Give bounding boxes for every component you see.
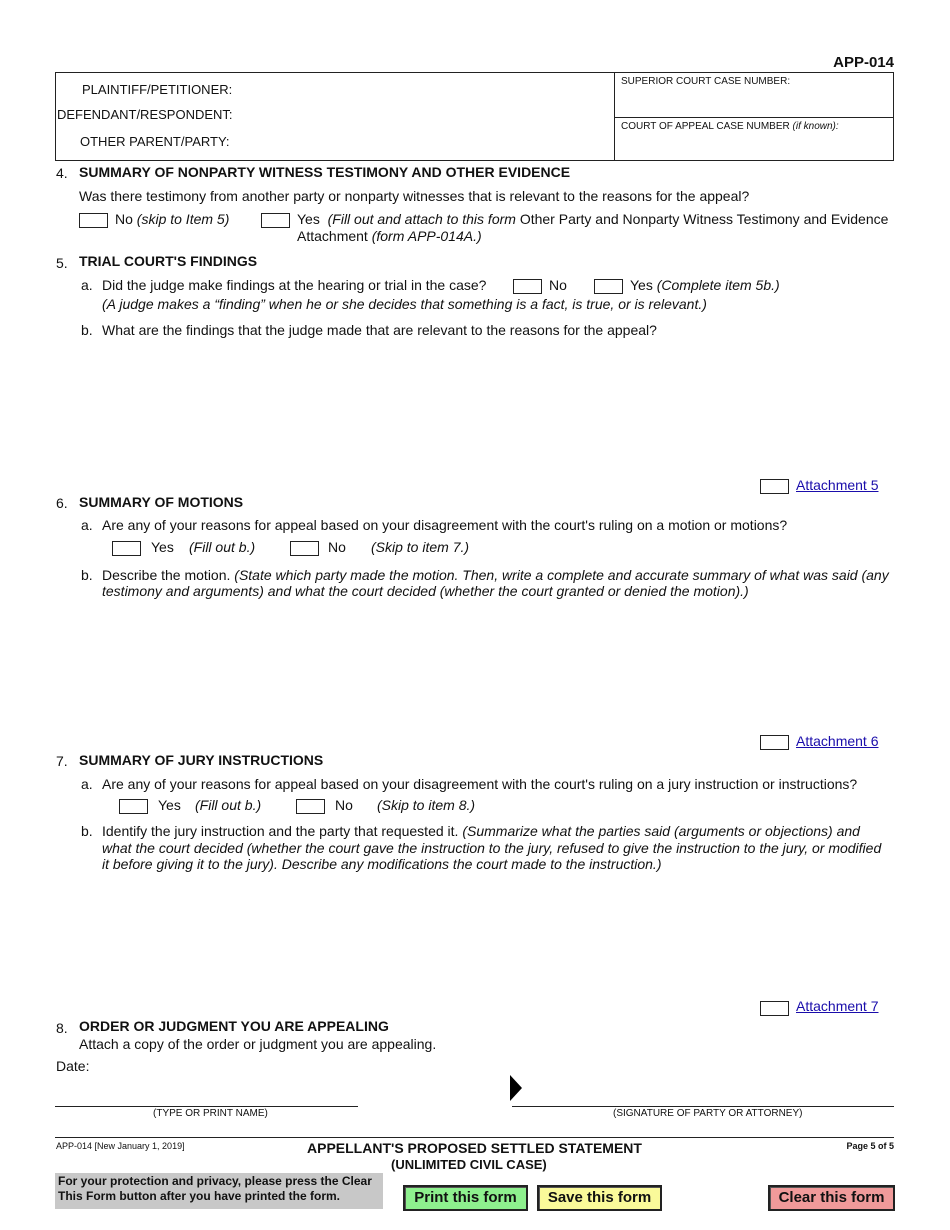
signature-field[interactable]: [512, 1084, 894, 1106]
item7a-no-note: (Skip to item 8.): [377, 797, 476, 813]
item7a-question: Are any of your reasons for appeal based on your disagreement with the court's ruling on a jury instruction or instructions?: [102, 776, 858, 792]
item4-yes-option: [297, 211, 888, 227]
item5b-answer-area[interactable]: [102, 342, 892, 472]
print-form-button[interactable]: Print this form: [403, 1185, 528, 1211]
item5a-letter: a.: [81, 277, 93, 293]
item4-yes-form-name: Other Party and Nonparty Witness Testimony and Evidence: [519, 211, 889, 227]
item4-yes-form-note: (form APP-014A.): [371, 228, 482, 244]
item7b-note2: what the court decided (whether the court gave the instruction to the jury, refused to give the instruction to the jury, or modified: [102, 840, 882, 856]
item6a-no-label: No: [328, 539, 346, 555]
item6a-yes-note: (Fill out b.): [189, 539, 256, 555]
item5a-yes-note: (Complete item 5b.): [656, 277, 780, 293]
item6-title: SUMMARY OF MOTIONS: [79, 494, 244, 510]
item5a-yes-checkbox[interactable]: [594, 279, 623, 294]
date-label: Date:: [56, 1058, 90, 1074]
item6b-letter: b.: [81, 567, 93, 583]
item7b-note1: (Summarize what the parties said (arguments or objections) and: [462, 823, 860, 839]
plaintiff-label: PLAINTIFF/PETITIONER:: [82, 82, 233, 97]
item6a-letter: a.: [81, 517, 93, 533]
item7-title: SUMMARY OF JURY INSTRUCTIONS: [79, 752, 324, 768]
signature-line: [512, 1106, 894, 1107]
attachment7-link[interactable]: Attachment 7: [796, 998, 879, 1014]
name-line: [55, 1106, 358, 1107]
form-revision: APP-014 [New January 1, 2019]: [56, 1141, 185, 1151]
item7a-no-checkbox[interactable]: [296, 799, 325, 814]
item7-number: 7.: [56, 753, 68, 769]
save-form-button[interactable]: Save this form: [537, 1185, 662, 1211]
attachment6-link[interactable]: Attachment 6: [796, 733, 879, 749]
attachment6-checkbox[interactable]: [760, 735, 789, 750]
item5a-note: (A judge makes a “finding” when he or she decides that something is a fact, is true, or is relevant.): [102, 296, 707, 312]
item6a-question: Are any of your reasons for appeal based on your disagreement with the court's ruling on a motion or motions?: [102, 517, 788, 533]
item8-text: Attach a copy of the order or judgment you are appealing.: [79, 1036, 437, 1052]
item6a-yes-label: Yes: [151, 539, 174, 555]
item6a-no-note: (Skip to item 7.): [371, 539, 470, 555]
item4-yes-note: (Fill out and attach to this form: [327, 211, 516, 227]
item7b-answer-area[interactable]: [102, 876, 892, 994]
item6a-no-checkbox[interactable]: [290, 541, 319, 556]
item7a-yes-note: (Fill out b.): [195, 797, 262, 813]
attachment5-checkbox[interactable]: [760, 479, 789, 494]
item5a-yes-option: [630, 277, 780, 293]
privacy-notice: For your protection and privacy, please press the Clear This Form button after you have printed the form.: [55, 1173, 383, 1209]
defendant-label: DEFENDANT/RESPONDENT:: [57, 107, 233, 122]
page-number: Page 5 of 5: [846, 1141, 894, 1151]
item5b-letter: b.: [81, 322, 93, 338]
item7a-yes-checkbox[interactable]: [119, 799, 148, 814]
footer-title: APPELLANT'S PROPOSED SETTLED STATEMENT: [307, 1140, 642, 1156]
signature-caption: (SIGNATURE OF PARTY OR ATTORNEY): [613, 1108, 803, 1119]
attachment7-checkbox[interactable]: [760, 1001, 789, 1016]
item6b-note1: (State which party made the motion. Then, write a complete and accurate summary of what was said (any: [234, 567, 889, 583]
superior-case-label: SUPERIOR COURT CASE NUMBER:: [621, 76, 791, 87]
item4-no-option: [115, 211, 229, 227]
item4-yes-label: Yes: [297, 211, 320, 227]
item5-number: 5.: [56, 255, 68, 271]
item7b-note3: it before giving it to the jury). Describe any modifications the court made to the instruction.): [102, 856, 662, 872]
item6b-line1: [102, 567, 889, 583]
item6a-yes-checkbox[interactable]: [112, 541, 141, 556]
item4-yes-checkbox[interactable]: [261, 213, 290, 228]
item5a-no-label: No: [549, 277, 567, 293]
item7b-letter: b.: [81, 823, 93, 839]
item4-question: Was there testimony from another party or nonparty witnesses that is relevant to the reasons for the appeal?: [79, 188, 750, 204]
appeal-case-label: [621, 121, 839, 132]
item7a-letter: a.: [81, 776, 93, 792]
clear-form-button[interactable]: Clear this form: [768, 1185, 895, 1211]
item6-number: 6.: [56, 495, 68, 511]
other-party-label: OTHER PARENT/PARTY:: [80, 134, 230, 149]
name-field[interactable]: [55, 1084, 358, 1106]
item7b-line1: [102, 823, 860, 839]
footer-rule: [55, 1137, 894, 1138]
item6b-answer-area[interactable]: [102, 603, 892, 728]
item4-yes-line2: [297, 228, 482, 244]
footer-subtitle: (UNLIMITED CIVIL CASE): [391, 1157, 547, 1172]
item4-yes-attachment-word: Attachment: [297, 228, 368, 244]
item6b-note2: testimony and arguments) and what the court decided (whether the court granted or denied the motion).): [102, 583, 749, 599]
name-caption: (TYPE OR PRINT NAME): [153, 1108, 268, 1119]
item4-no-note: (skip to Item 5): [136, 211, 230, 227]
item5a-yes-label: Yes: [630, 277, 653, 293]
appeal-case-text: COURT OF APPEAL CASE NUMBER: [621, 121, 790, 132]
item7a-yes-label: Yes: [158, 797, 181, 813]
item5a-no-checkbox[interactable]: [513, 279, 542, 294]
item5-title: TRIAL COURT'S FINDINGS: [79, 253, 258, 269]
item6b-lead: Describe the motion.: [102, 567, 231, 583]
item7a-no-label: No: [335, 797, 353, 813]
item8-number: 8.: [56, 1020, 68, 1036]
item4-title: SUMMARY OF NONPARTY WITNESS TESTIMONY AND OTHER EVIDENCE: [79, 164, 571, 180]
item5b-question: What are the findings that the judge made that are relevant to the reasons for the appeal?: [102, 322, 657, 338]
item8-title: ORDER OR JUDGMENT YOU ARE APPEALING: [79, 1018, 389, 1034]
item4-number: 4.: [56, 165, 68, 181]
item5a-question: Did the judge make findings at the hearing or trial in the case?: [102, 277, 487, 293]
attachment5-link[interactable]: Attachment 5: [796, 477, 879, 493]
item7b-lead: Identify the jury instruction and the party that requested it.: [102, 823, 459, 839]
caption-hdivider: [614, 117, 894, 118]
form-id: APP-014: [833, 54, 894, 71]
item4-no-checkbox[interactable]: [79, 213, 108, 228]
item4-no-label: No: [115, 211, 133, 227]
appeal-case-note: (if known):: [792, 121, 839, 132]
